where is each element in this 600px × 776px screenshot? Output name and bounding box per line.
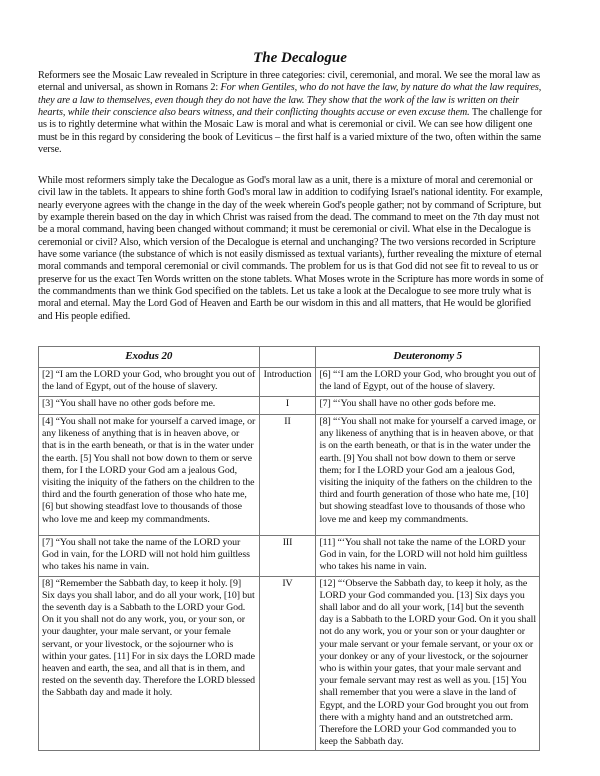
table-row	[39, 536, 540, 577]
exodus-cell: [7] “You shall not take the name of the LORD your God in vain, for the LORD will not hold him guiltless who takes his name in vain.	[39, 536, 260, 577]
table-header-row	[39, 347, 540, 368]
commandment-label: Introduction	[259, 368, 316, 397]
table-row	[39, 397, 540, 415]
table-row	[39, 368, 540, 397]
intro-text: Reformers see the Mosaic Law revealed in Scripture in three categories: civil, ceremonial, and moral. We see the moral law as eternal and universal, as shown in Romans 2:	[38, 70, 541, 94]
intro-text-cont: The challenge for us is to rightly determine what within the Mosaic Law is moral and what is ceremonial or civil. We can see how diligent one must be in this regard by considering the book of Leviticus – the first half is a varied mixture of the two, often within the same verse.	[38, 107, 543, 156]
commandment-label: I	[259, 397, 316, 415]
intro-paragraph-1	[38, 70, 544, 156]
intro-paragraph-2: While most reformers simply take the Decalogue as God's moral law as a unit, there is a mixture of moral and ceremonial or civil law in the tablets. It appears to shine forth God's moral law in addition to codifying Israel's national identity. For example, nearly everyone agrees with the change in the day of the week wherein God's people gather; not by command of Scripture, but by example therein based on the day in which Christ was raised from the dead. The command to meet on the 7th day must not be a moral command, having been changed without command; it must be ceremonial or civil. What else in the Decalogue is ceremonial or civil? Also, which version of the Decalogue is eternal and unchanging? The two versions recorded in Scripture have some variance (the substance of which is not easily dismissed as textual variants), further revealing the mixture of eternal moral commands and temporal ceremonial or civil commands. The problem for us is that God did not see fit to reveal to us or preserve for us the exact Ten Words written on the stone tablets. What Moses wrote in the Scripture has more words in some of the commandments than we think God specified on the tablets. Let us take a look at the Decalogue to see more truly what is moral and eternal. May the Lord God of Heaven and Earth be our wisdom in this and all matters, that He would be glorified and His people edified.	[38, 175, 544, 322]
header-deuteronomy: Deuteronomy 5	[316, 347, 540, 368]
romans-quote: For when Gentiles, who do not have the law, by nature do what the law requires, they are a law to themselves, even though they do not have the law. They show that the work of the law is written on their hearts, while their conscience also bears witness, and their conflicting thoughts accuse or even excuse them.	[38, 82, 542, 119]
table-row	[39, 576, 540, 751]
commandment-label: II	[259, 415, 316, 536]
exodus-cell: [3] “You shall have no other gods before me.	[39, 397, 260, 415]
deuteronomy-cell: [6] “‘I am the LORD your God, who brought you out of the land of Egypt, out of the house of slavery.	[316, 368, 540, 397]
exodus-cell: [8] “Remember the Sabbath day, to keep it holy. [9] Six days you shall labor, and do all your work, [10] but the seventh day is a Sabbath to the LORD your God. On it you shall not do any work, you, or your son, or your daughter, your male servant, or your female servant, or your livestock, or the sojourner who is within your gates. [11] For in six days the LORD made heaven and earth, the sea, and all that is in them, and rested on the seventh day. Therefore the LORD blessed the Sabbath day and made it holy.	[39, 576, 260, 751]
table-row	[39, 415, 540, 536]
deuteronomy-cell: [12] “‘Observe the Sabbath day, to keep it holy, as the LORD your God commanded you. [13] Six days you shall labor and do all your work, [14] but the seventh day is a Sabbath to the LORD your God. On it you shall not do any work, you or your son or your daughter or your male servant or your female servant, or your ox or your donkey or any of your livestock, or the sojourner who is within your gates, that your male servant and your female servant may rest as well as you. [15] You shall remember that you were a slave in the land of Egypt, and the LORD your God brought you out from there with a mighty hand and an outstretched arm. Therefore the LORD your God commanded you to keep the Sabbath day.	[316, 576, 540, 751]
deuteronomy-cell: [8] “‘You shall not make for yourself a carved image, or any likeness of anything that is in heaven above, or that is on the earth beneath, or that is in the water under the earth. [9] You shall not bow down to them or serve them; for I the LORD your God am a jealous God, visiting the iniquity of the fathers on the children to the third and fourth generation of those who hate me, [10] but showing steadfast love to thousands of those who love me and keep my commandments.	[316, 415, 540, 536]
commandment-label: IV	[259, 576, 316, 751]
exodus-cell: [4] “You shall not make for yourself a carved image, or any likeness of anything that is in heaven above, or that is in the earth beneath, or that is in the water under the earth. [5] You shall not bow down to them or serve them, for I the LORD your God am a jealous God, visiting the iniquity of the fathers on the children to the third and the fourth generation of those who hate me, [6] but showing steadfast love to thousands of those who love me and keep my commandments.	[39, 415, 260, 536]
decalogue-comparison-table	[38, 346, 540, 751]
header-exodus: Exodus 20	[39, 347, 260, 368]
header-commandment	[259, 347, 316, 368]
commandment-label: III	[259, 536, 316, 577]
deuteronomy-cell: [7] “‘You shall have no other gods before me.	[316, 397, 540, 415]
page-title: The Decalogue	[253, 50, 347, 66]
exodus-cell: [2] “I am the LORD your God, who brought you out of the land of Egypt, out of the house of slavery.	[39, 368, 260, 397]
deuteronomy-cell: [11] “‘You shall not take the name of the LORD your God in vain, for the LORD will not hold him guiltless who takes his name in vain.	[316, 536, 540, 577]
